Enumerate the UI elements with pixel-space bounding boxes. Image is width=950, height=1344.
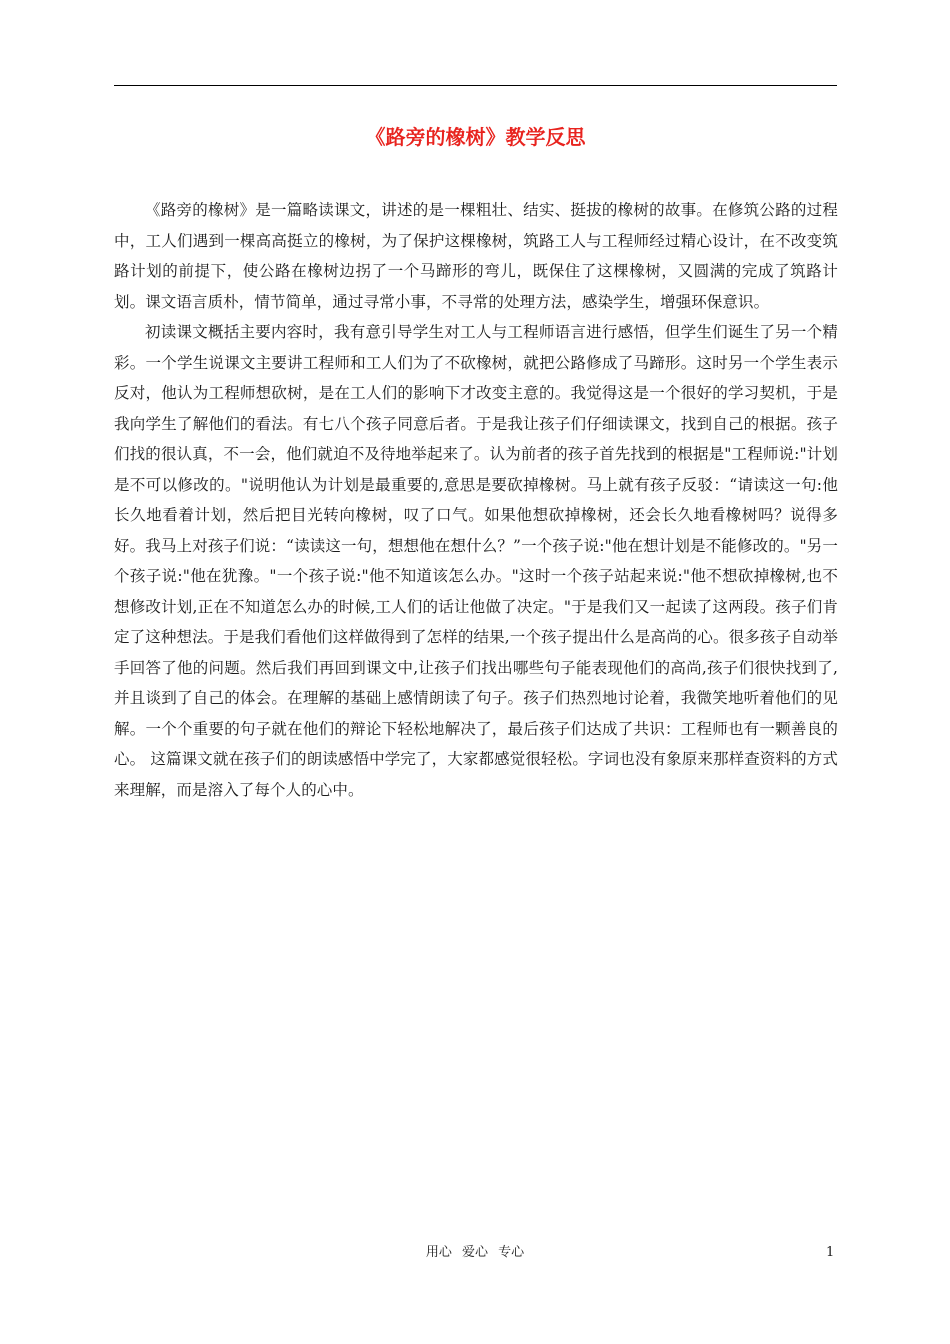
header-rule <box>114 85 837 86</box>
document-title: 《路旁的橡树》教学反思 <box>365 125 586 149</box>
document-body <box>114 195 838 805</box>
paragraph-intro: 《路旁的橡树》是一篇略读课文，讲述的是一棵粗壮、结实、挺拔的橡树的故事。在修筑公路的过程中，工人们遇到一棵高高挺立的橡树，为了保护这棵橡树，筑路工人与工程师经过精心设计，在不改变筑路计划的前提下，使公路在橡树边拐了一个马蹄形的弯儿，既保住了这棵橡树，又圆满的完成了筑路计划。课文语言质朴，情节简单，通过寻常小事，不寻常的处理方法，感染学生，增强环保意识。 <box>114 201 838 311</box>
page-number: 1 <box>826 1245 835 1260</box>
footer-motto: 用心 爱心 专心 <box>425 1245 525 1260</box>
paragraph-reflection: 初读课文概括主要内容时，我有意引导学生对工人与工程师语言进行感悟，但学生们诞生了另一个精彩。一个学生说课文主要讲工程师和工人们为了不砍橡树，就把公路修成了马蹄形。这时另一个学生表示反对，他认为工程师想砍树，是在工人们的影响下才改变主意的。我觉得这是一个很好的学习契机，于是我向学生了解他们的看法。有七八个孩子同意后者。于是我让孩子们仔细读课文，找到自己的根据。孩子们找的很认真，不一会，他们就迫不及待地举起来了。认为前者的孩子首先找到的根据是"工程师说:"计划是不可以修改的。"说明他认为计划是最重要的,意思是要砍掉橡树。马上就有孩子反驳：“请读这一句:他长久地看着计划，然后把目光转向橡树，叹了口气。如果他想砍掉橡树，还会长久地看橡树吗？说得多好。我马上对孩子们说：“读读这一句，想想他在想什么？”一个孩子说:"他在想计划是不能修改的。"另一个孩子说:"他在犹豫。"一个孩子说:"他不知道该怎么办。"这时一个孩子站起来说:"他不想砍掉橡树,也不想修改计划,正在不知道怎么办的时候,工人们的话让他做了决定。"于是我们又一起读了这两段。孩子们肯定了这种想法。于是我们看他们这样做得到了怎样的结果,一个孩子提出什么是高尚的心。很多孩子自动举手回答了他的问题。然后我们再回到课文中,让孩子们找出哪些句子能表现他们的高尚,孩子们很快找到了,并且谈到了自己的体会。在理解的基础上感情朗读了句子。孩子们热烈地讨论着，我微笑地听着他们的见解。一个个重要的句子就在他们的辩论下轻松地解决了，最后孩子们达成了共识：工程师也有一颗善良的心。 这篇课文就在孩子们的朗读感悟中学完了，大家都感觉很轻松。字词也没有象原来那样查资料的方式来理解，而是溶入了每个人的心中。 <box>114 323 838 799</box>
